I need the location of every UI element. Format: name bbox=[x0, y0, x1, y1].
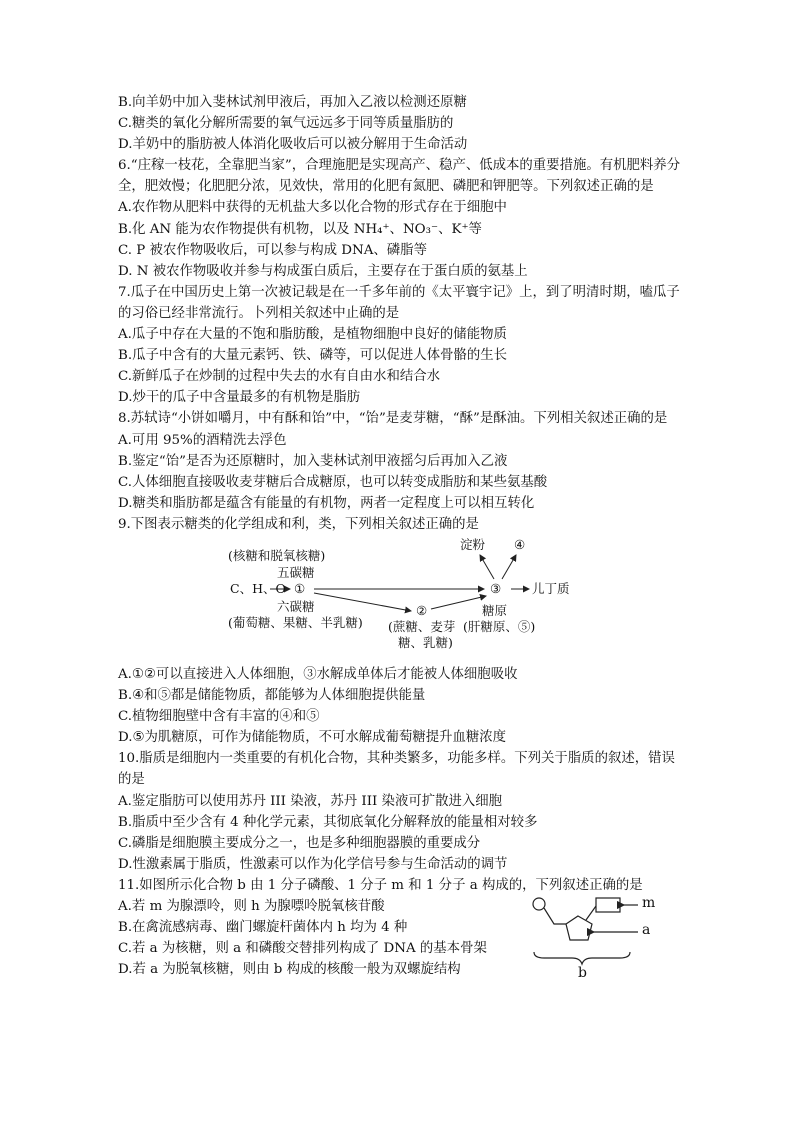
base-rect bbox=[596, 898, 620, 912]
q8-option-a: A.可用 95%的酒精洗去浮色 bbox=[118, 432, 287, 448]
elements-label: C、H、O bbox=[230, 580, 286, 596]
q5-options bbox=[118, 92, 688, 155]
label-a: a bbox=[642, 922, 651, 938]
q11-option-d: D.若 a 为脱氧核糖，则由 b 构成的核酸一般为双螺旋结构 bbox=[118, 962, 461, 978]
question-6 bbox=[118, 155, 688, 282]
pentose-label: 五碳糖 bbox=[277, 564, 315, 580]
starch-label: 淀粉 bbox=[460, 536, 486, 552]
phosphate-circle bbox=[533, 898, 545, 910]
q11-body bbox=[118, 896, 688, 980]
q11-option-c: C.若 a 为核糖，则 a 和磷酸交替排列构成了 DNA 的基本骨架 bbox=[118, 941, 487, 957]
q10-stem: 10.脂质是细胞内一类重要的有机化合物，其种类繁多，功能多样。下列关于脂质的叙述，错误的是 bbox=[118, 751, 675, 788]
nucleotide-diagram bbox=[526, 894, 656, 974]
q11-option-a: A.若 m 为腺漂呤，则 h 为腺嘌呤脱氧核苷酸 bbox=[118, 899, 385, 914]
q10-option-b: B.脂质中至少含有 4 种化学元素，其彻底氧化分解释放的能量相对较多 bbox=[118, 814, 538, 830]
label-b: b bbox=[578, 965, 587, 981]
q9-option-a: A.①②可以直接进入人体细胞，③水解成单体后才能被人体细胞吸收 bbox=[118, 666, 518, 682]
question-8 bbox=[118, 408, 688, 513]
exam-page bbox=[118, 92, 688, 980]
q6-stem: 6.“庄稼一枝花，全靠肥当家”，合理施肥是实现高产、稳产、低成本的重要措施。有机肥料养分全，肥效慢；化肥肥分浓，见效快，常用的化肥有氮肥、磷肥和钾肥等。下列叙述正确的是 bbox=[118, 158, 681, 195]
q9-option-d: D.⑤为肌糖原，可作为储能物质，不可水解成葡萄糖提升血糖浓度 bbox=[118, 730, 507, 746]
q5-option-c: C.糖类的氧化分解所需要的氧气远远多于同等质量脂肪的 bbox=[118, 116, 454, 132]
q7-option-b: B.瓜子中含有的大量元素钙、铁、磷等，可以促进人体骨骼的生长 bbox=[118, 348, 508, 364]
q10-option-d: D.性激素属于脂质，性激素可以作为化学信号参与生命活动的调节 bbox=[118, 856, 508, 872]
q9-option-b: B.④和⑤都是储能物质，都能够为人体细胞提供能量 bbox=[118, 688, 426, 704]
q11-stem: 11.如图所示化合物 b 由 1 分子磷酸、1 分子 m 和 1 分子 a 构成的，下列叙述正确的是 bbox=[118, 877, 643, 893]
q7-option-c: C.新鲜瓜子在炒制的过程中失去的水有自由水和结合水 bbox=[118, 369, 441, 385]
q5-option-d: D.羊奶中的脂肪被人体消化吸收后可以被分解用于生命活动 bbox=[118, 137, 468, 153]
q10-option-a: A.鉴定脂肪可以使用苏丹 III 染液，苏丹 III 染液可扩散进入细胞 bbox=[118, 793, 503, 809]
pentose-note: (核糖和脱氧核糖) bbox=[228, 547, 326, 563]
node-4: ④ bbox=[514, 536, 526, 552]
q5-option-b: B.向羊奶中加入斐林试剂甲液后，再加入乙液以检测还原糖 bbox=[118, 95, 467, 110]
q8-option-b: B.鉴定“饴”是否为还原糖时，加入斐林试剂甲液摇匀后再加入乙液 bbox=[118, 453, 508, 469]
hexose-note: (葡萄糖、果糖、半乳糖) bbox=[228, 614, 363, 630]
question-9 bbox=[118, 514, 688, 748]
hexose-label: 六碳糖 bbox=[277, 598, 315, 614]
q7-stem: 7.瓜子在中国历史上第一次被记载是在一千多年前的《太平寰宇记》上，到了明清时期，嗑瓜子的习俗已经非常流行。卜列相关叙述中止确的是 bbox=[118, 284, 680, 321]
glycogen-note: (肝糖原、⑤) bbox=[463, 618, 536, 634]
disaccharide-note-1: (蔗糖、麦芽 bbox=[388, 618, 456, 634]
q6-option-d: D. N 被农作物吸收并参与构成蛋白质后，主要存在于蛋白质的氨基上 bbox=[118, 263, 528, 279]
node-3: ③ bbox=[490, 580, 502, 596]
q6-option-a: A.农作物从肥料中获得的无机盐大多以化合物的形式存在于细胞中 bbox=[118, 200, 507, 216]
q6-option-c: C. P 被农作物吸收后，可以参与构成 DNA、磷脂等 bbox=[118, 242, 427, 258]
question-7 bbox=[118, 282, 688, 409]
q8-option-c: C.人体细胞直接吸收麦芽糖后合成糖原，也可以转变成脂肪和某些氨基酸 bbox=[118, 474, 548, 490]
q7-option-d: D.炒干的瓜子中含量最多的有机物是脂肪 bbox=[118, 390, 361, 406]
node-1: ① bbox=[294, 580, 306, 596]
disaccharide-note-2: 糖、乳糖) bbox=[398, 634, 453, 650]
label-m: m bbox=[642, 895, 656, 911]
q8-stem: 8.苏轼诗“小饼如嚼月，中有酥和饴”中，“饴”是麦芽糖，“酥”是酥油。下列相关叙述正确的是 bbox=[118, 411, 668, 427]
question-11 bbox=[118, 875, 688, 980]
q11-option-b: B.在禽流感病毒、幽门螺旋杆菌体内 h 均为 4 种 bbox=[118, 920, 408, 936]
q8-option-d: D.糖类和脂肪都是蕴含有能量的有机物，两者一定程度上可以相互转化 bbox=[118, 495, 535, 511]
q9-stem: 9.下图表示糖类的化学组成和利，类，下列相关叙述正确的是 bbox=[118, 516, 479, 532]
q9-option-c: C.植物细胞壁中含有丰富的④和⑤ bbox=[118, 709, 320, 725]
pentose-ring bbox=[566, 916, 592, 940]
q10-option-c: C.磷脂是细胞膜主要成分之一，也是多种细胞器膜的重要成分 bbox=[118, 835, 481, 851]
question-10 bbox=[118, 748, 688, 875]
product-label: 儿丁质 bbox=[532, 580, 570, 596]
sugar-classification-diagram bbox=[118, 538, 688, 660]
glycogen-label: 糖原 bbox=[482, 602, 508, 618]
q7-option-a: A.瓜子中存在大量的不饱和脂肪酸，是植物细胞中良好的储能物质 bbox=[118, 327, 507, 343]
node-2: ② bbox=[416, 602, 428, 618]
q6-option-b: B.化 AN 能为农作物提供有机物，以及 NH₄⁺、NO₃⁻、K⁺等 bbox=[118, 221, 482, 237]
